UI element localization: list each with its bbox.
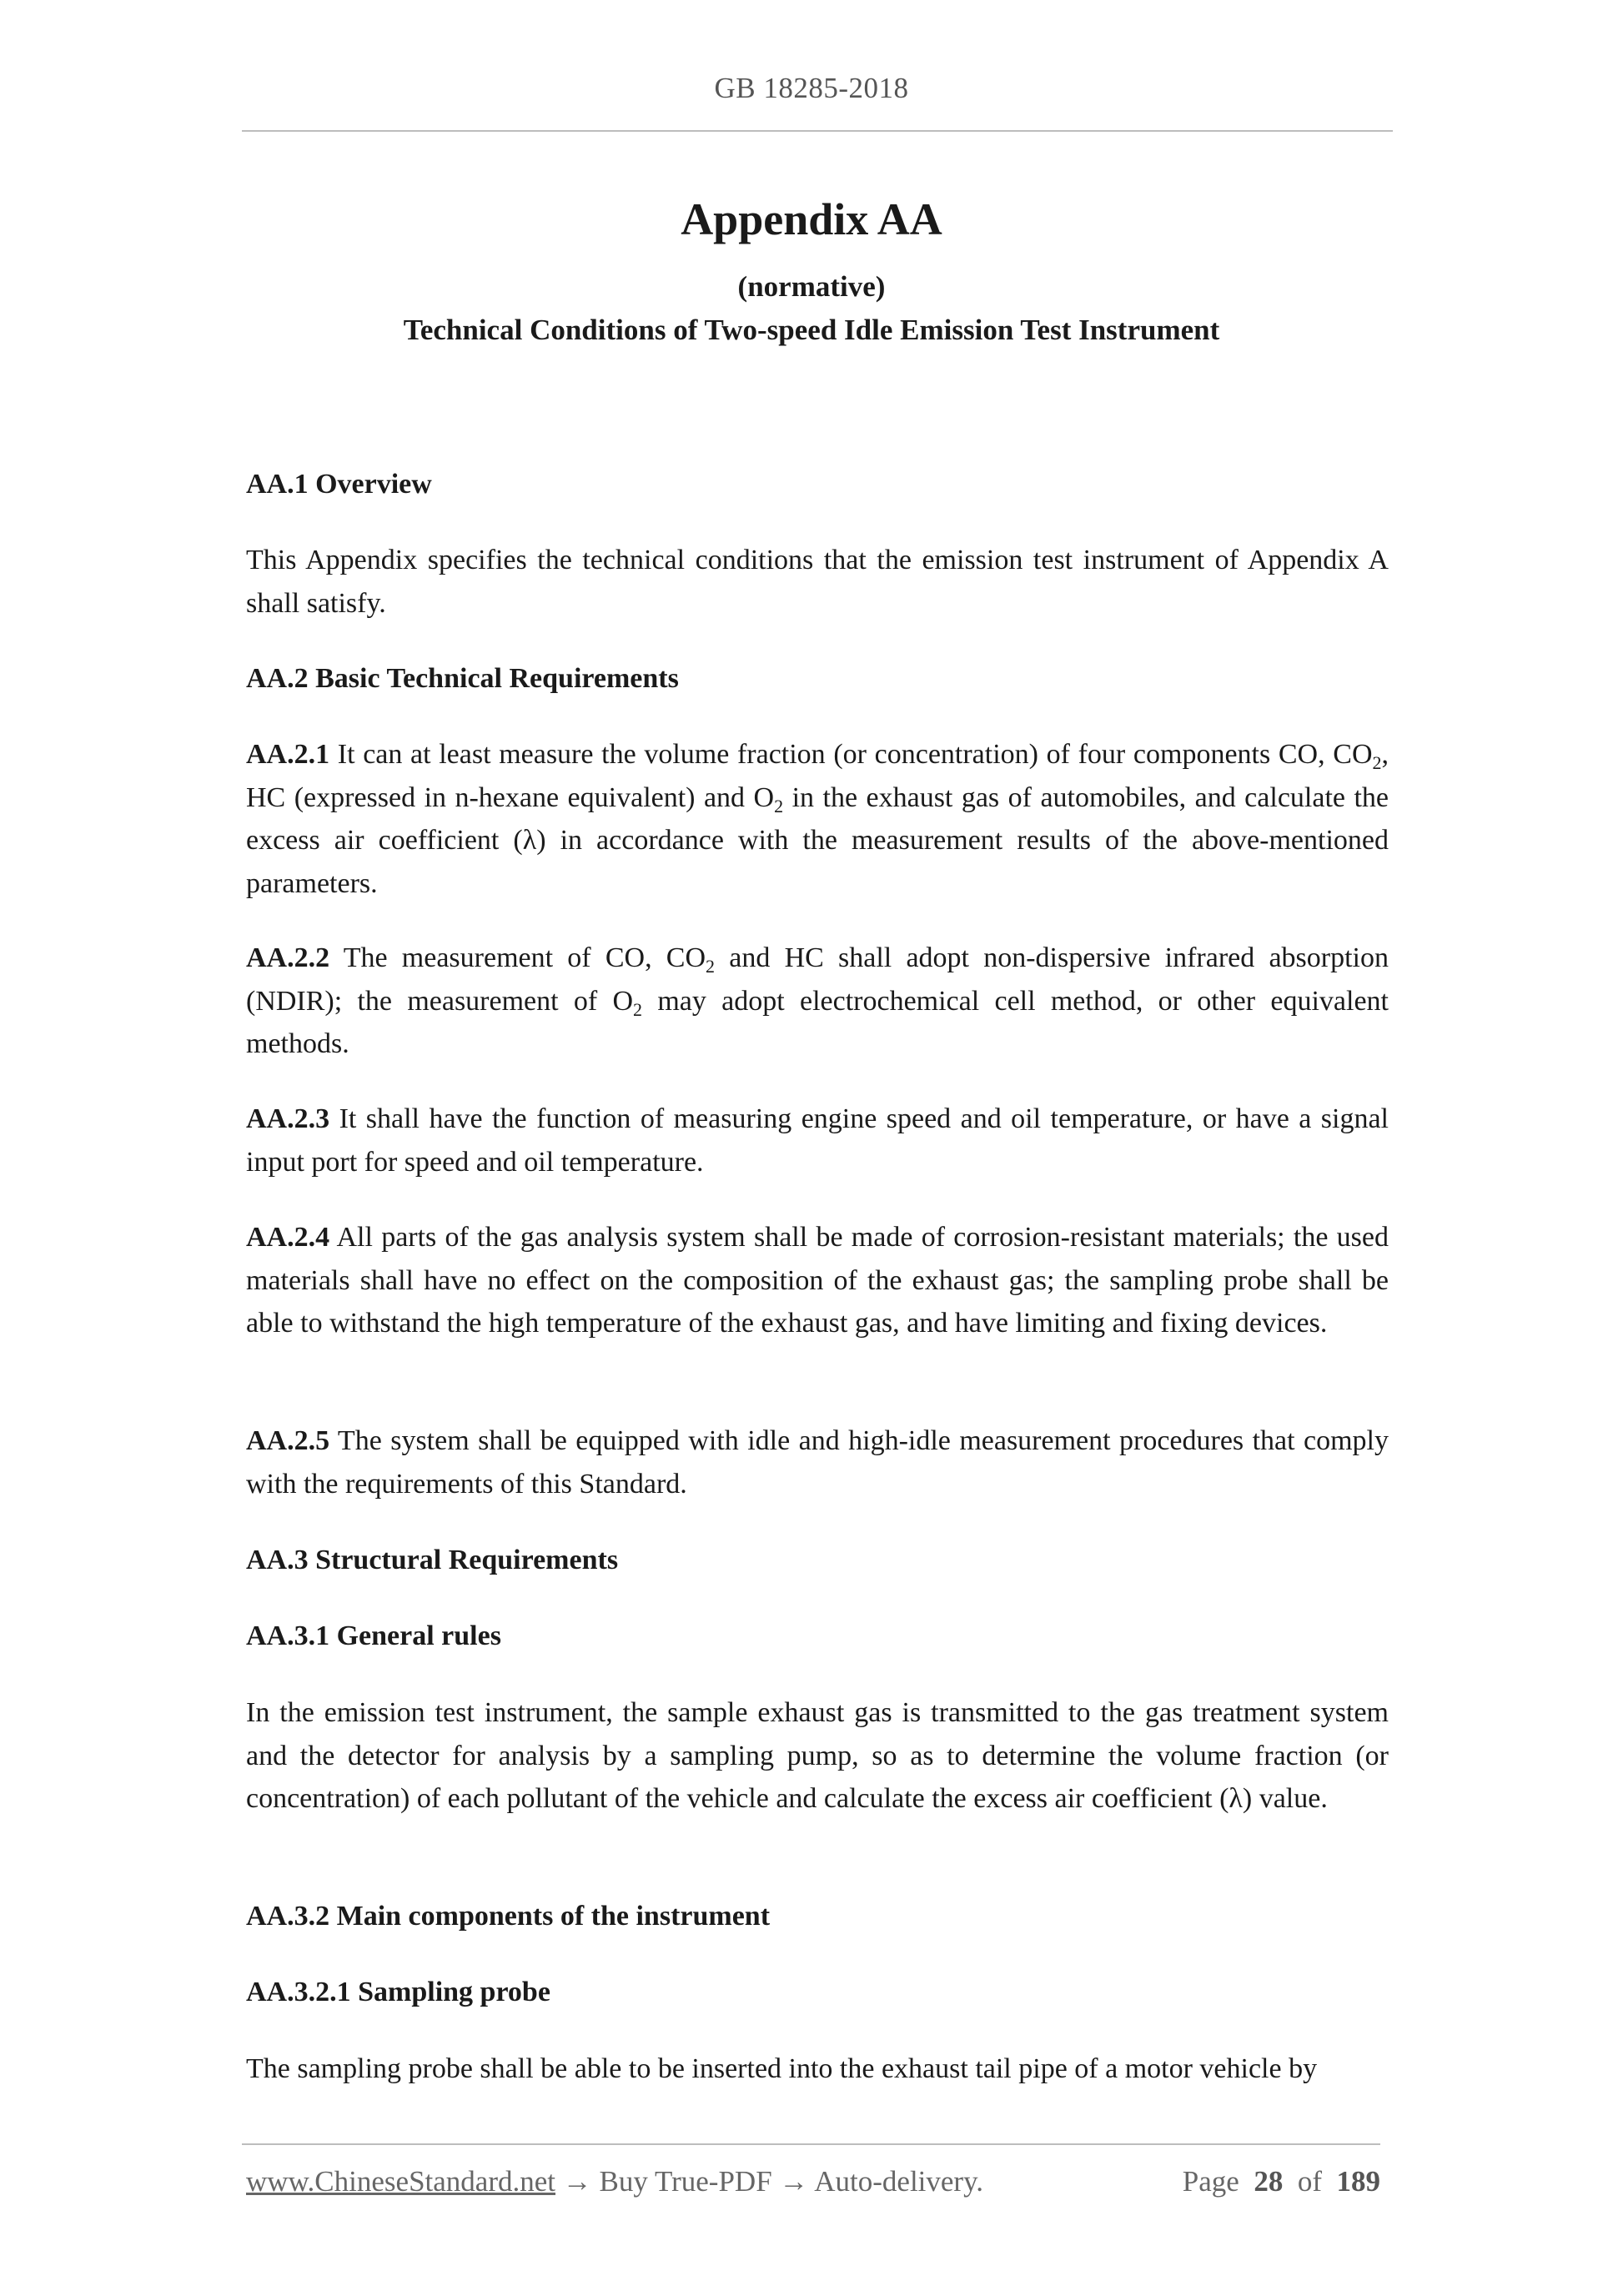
heading-aa3-2-1: AA.3.2.1 Sampling probe	[246, 1977, 550, 2007]
delivery-text: Auto-delivery.	[814, 2165, 984, 2198]
clause-label: AA.2.3	[246, 1103, 330, 1134]
paragraph-aa2-3	[246, 1098, 1389, 1183]
clause-text: in the exhaust gas of automobiles, and calculate the excess air coefficient (λ) in accordance with the measurement results of the above-mentioned parameters.	[246, 781, 1389, 899]
buy-text: Buy True-PDF	[599, 2165, 772, 2198]
website-link[interactable]: www.ChineseStandard.net	[246, 2165, 555, 2198]
paragraph-aa2-5	[246, 1419, 1389, 1505]
current-page: 28	[1254, 2165, 1284, 2198]
appendix-title: Appendix AA	[681, 194, 942, 244]
clause-label: AA.2.1	[246, 739, 330, 770]
clause-text: All parts of the gas analysis system shall be made of corrosion-resistant materials; the used materials shall have no effect on the composition of the exhaust gas; the sampling probe shall be able to withstand the high temperature of the exhaust gas, and have limiting and fixing devices.	[246, 1222, 1389, 1339]
subscript: 2	[706, 956, 716, 977]
document-code: GB 18285-2018	[714, 72, 909, 104]
clause-label: AA.2.5	[246, 1425, 330, 1456]
footer-divider	[242, 2143, 1380, 2145]
subscript: 2	[774, 795, 784, 816]
clause-text: It can at least measure the volume fraction (or concentration) of four components CO, CO	[329, 739, 1373, 770]
heading-aa2: AA.2 Basic Technical Requirements	[246, 663, 679, 694]
heading-aa1: AA.1 Overview	[246, 469, 432, 500]
footer-promo	[246, 2165, 983, 2198]
page-number	[1183, 2165, 1380, 2198]
subscript: 2	[1372, 752, 1382, 773]
clause-text: It shall have the function of measuring engine speed and oil temperature, or have a signal input port for speed and oil temperature.	[246, 1103, 1389, 1178]
heading-aa3: AA.3 Structural Requirements	[246, 1545, 619, 1575]
paragraph-aa2-1	[246, 733, 1389, 905]
clause-text: and HC shall adopt non-dispersive infrared absorption (NDIR); the measurement of O	[246, 942, 1389, 1017]
clause-text: The system shall be equipped with idle and high-idle measurement procedures that comply with the requirements of this Standard.	[246, 1425, 1389, 1500]
paragraph-aa2-2	[246, 937, 1389, 1066]
clause-label: AA.2.2	[246, 942, 330, 973]
paragraph-aa2-4	[246, 1216, 1389, 1345]
appendix-subtitle: Technical Conditions of Two-speed Idle Emission Test Instrument	[403, 314, 1220, 346]
page-footer	[246, 2165, 1380, 2207]
clause-text: The measurement of CO, CO	[329, 942, 706, 973]
appendix-type: (normative)	[737, 270, 886, 303]
of-label: of	[1297, 2165, 1322, 2198]
header-divider	[242, 130, 1393, 132]
paragraph-aa3-2-1: The sampling probe shall be able to be inserted into the exhaust tail pipe of a motor vehicle by	[246, 2053, 1318, 2084]
arrow-icon: →	[771, 2165, 815, 2198]
clause-text: may adopt electrochemical cell method, or other equivalent methods.	[246, 985, 1389, 1059]
page-label: Page	[1182, 2165, 1239, 2198]
heading-aa3-1: AA.3.1 General rules	[246, 1620, 501, 1651]
clause-text: , HC (expressed in n-hexane equivalent) and O	[246, 739, 1389, 813]
subscript: 2	[633, 998, 643, 1020]
heading-aa3-2: AA.3.2 Main components of the instrument	[246, 1901, 771, 1932]
total-pages: 189	[1336, 2165, 1380, 2198]
paragraph-aa3-1: In the emission test instrument, the sample exhaust gas is transmitted to the gas treatment system and the detector for analysis by a sampling pump, so as to determine the volume fraction (or concentration) of each pollutant of the vehicle and calculate the excess air coefficient (λ) value.	[246, 1697, 1389, 1814]
paragraph-aa1: This Appendix specifies the technical conditions that the emission test instrument of Appendix A shall satisfy.	[246, 545, 1389, 619]
clause-label: AA.2.4	[246, 1222, 330, 1253]
arrow-icon: →	[555, 2165, 600, 2198]
